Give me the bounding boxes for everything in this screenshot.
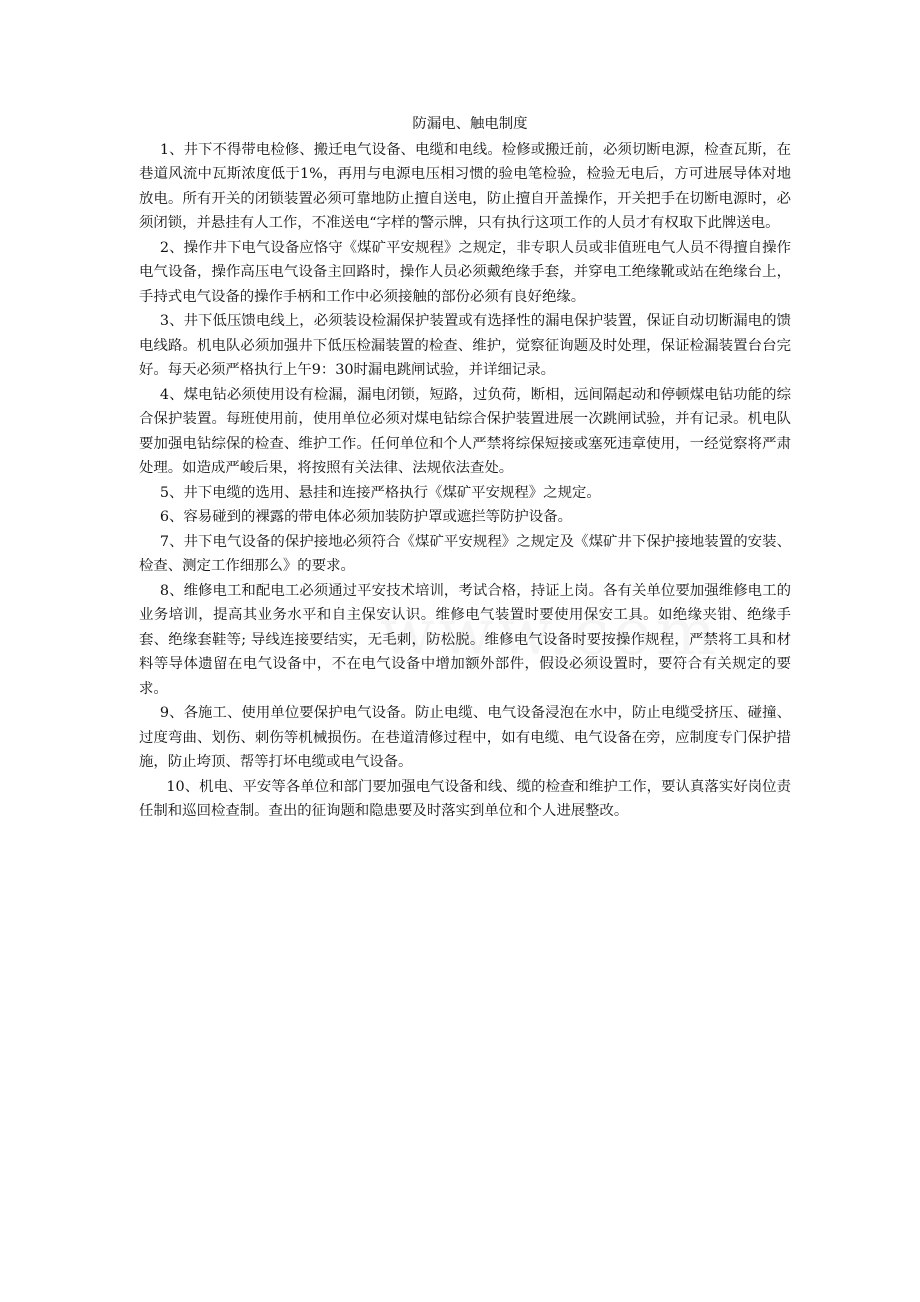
paragraph-3: 3、井下低压馈电线上，必须装设检漏保护装置或有选择性的漏电保护装置，保证自动切断漏电的馈电线路。机电队必须加强井下低压检漏装置的检查、维护，觉察征询题及时处理，保证检漏装置台台完好。每天必须严格执行上午9：30时漏电跳闸试验，并详细记录。 bbox=[139, 313, 791, 378]
paragraph-10: 10、机电、平安等各单位和部门要加强电气设备和线、缆的检查和维护工作，要认真落实好岗位责任制和巡回检查制。查出的征询题和隐患要及时落实到单位和个人进展整改。 bbox=[139, 778, 791, 819]
paragraph-7: 7、井下电气设备的保护接地必须符合《煤矿平安规程》之规定及《煤矿井下保护接地装置的安装、检查、测定工作细那么》的要求。 bbox=[139, 533, 791, 574]
paragraph-2: 2、操作井下电气设备应恪守《煤矿平安规程》之规定，非专职人员或非值班电气人员不得擅自操作电气设备，操作高压电气设备主回路时，操作人员必须戴绝缘手套，并穿电工绝缘靴或站在绝缘台上，手持式电气设备的操作手柄和工作中必须接触的部份必须有良好绝缘。 bbox=[139, 239, 791, 305]
document-title: 防漏电、触电制度 bbox=[412, 116, 528, 132]
paragraph-1: 1、井下不得带电检修、搬迁电气设备、电缆和电线。检修或搬迁前，必须切断电源，检查瓦斯，在巷道风流中瓦斯浓度低于1%，再用与电源电压相习惯的验电笔检验，检验无电后，方可进展导体对地放电。所有开关的闭锁装置必须可靠地防止擅自送电，防止擅自开盖操作，开关把手在切断电源时，必须闭锁，并悬挂有人工作，不准送电“字样的警示牌，只有执行这项工作的人员才有权取下此牌送电。 bbox=[139, 141, 791, 231]
paragraph-9: 9、各施工、使用单位要保护电气设备。防止电缆、电气设备浸泡在水中，防止电缆受挤压、碰撞、过度弯曲、划伤、刺伤等机械损伤。在巷道清修过程中，如有电缆、电气设备在旁，应制度专门保护措施，防止垮顶、帮等打坏电缆或电气设备。 bbox=[139, 705, 791, 770]
paragraph-5: 5、井下电缆的选用、悬挂和连接严格执行《煤矿平安规程》之规定。 bbox=[159, 484, 601, 501]
document-body bbox=[139, 112, 791, 824]
paragraph-8: 8、维修电工和配电工必须通过平安技术培训，考试合格，持证上岗。各有关单位要加强维修电工的业务培训，提高其业务水平和自主保安认识。维修电气装置时要使用保安工具。如绝缘夹钳、绝缘手套、绝缘套鞋等; 导线连接要结实，无毛刺，防松脱。维修电气设备时要按操作规程，严禁将工具和材料等导体遗留在电气设备中，不在电气设备中增加额外部件，假设必须设置时，要符合有关规定的要求。 bbox=[139, 582, 791, 697]
paragraph-4: 4、煤电钻必须使用设有检漏，漏电闭锁，短路，过负荷，断相，远间隔起动和停顿煤电钻功能的综合保护装置。每班使用前，使用单位必须对煤电钻综合保护装置进展一次跳闸试验，并有记录。机电队要加强电钻综保的检查、维护工作。任何单位和个人严禁将综保短接或塞死违章使用，一经觉察将严肃处理。如造成严峻后果，将按照有关法律、法规依法查处。 bbox=[139, 386, 791, 476]
paragraph-6: 6、容易碰到的裸露的带电体必须加装防护罩或遮拦等防护设备。 bbox=[159, 509, 572, 525]
